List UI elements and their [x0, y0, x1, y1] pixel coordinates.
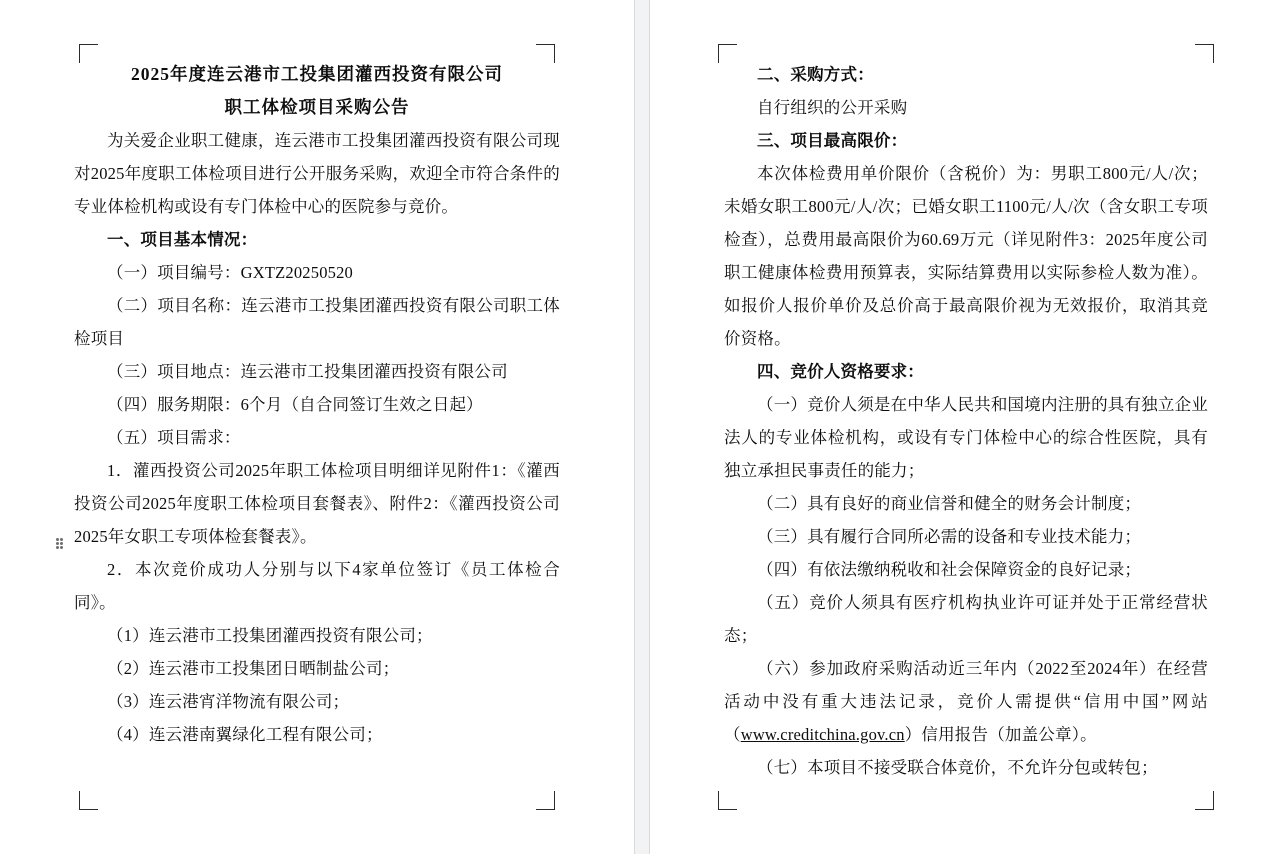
qualification-item-6-text: （六）参加政府采购活动近三年内（2022至2024年）在经营活动中没有重大违法记录，竞价人需提供“信用中国”网站（www.creditchina.gov.cn）信用报告（加盖公章）。	[724, 659, 1208, 744]
paragraph-company-item-4: （4）连云港南翼绿化工程有限公司；	[107, 725, 383, 744]
crop-mark-bottom-left-icon	[718, 791, 737, 810]
paragraph-qualification-item-7: （七）本项目不接受联合体竞价，不允许分包或转包；	[757, 758, 1158, 777]
paragraph-project-number: （一）项目编号：GXTZ20250520	[107, 263, 353, 282]
paragraph-max-price-detail: 本次体检费用单价限价（含税价）为：男职工800元/人/次；未婚女职工800元/人/次；已婚女职工1100元/人/次（含女职工专项检查），总费用最高限价为60.69万元（详见附件3：2025年度公司职工健康体检费用预算表，实际结算费用以实际参检人数为准）。如报价人报价单价及总价高于最高限价视为无效报价，取消其竞价资格。	[724, 164, 1208, 348]
section-heading-max-price: 三、项目最高限价：	[757, 131, 908, 150]
creditchina-link[interactable]: www.creditchina.gov.cn	[740, 725, 905, 744]
crop-mark-bottom-left-icon	[79, 791, 98, 810]
page-separator	[634, 0, 650, 854]
paragraph-qualification-item-4: （四）有依法缴纳税收和社会保障资金的良好记录；	[757, 560, 1142, 579]
section-heading-bidder-qualification: 四、竞价人资格要求：	[757, 362, 924, 381]
paragraph-project-location: （三）项目地点：连云港市工投集团灌西投资有限公司	[107, 362, 508, 381]
paragraph-company-item-2: （2）连云港市工投集团日晒制盐公司；	[107, 659, 400, 678]
paragraph-qualification-item-1: （一）竞价人须是在中华人民共和国境内注册的具有独立企业法人的专业体检机构，或设有专门体检中心的综合性医院，具有独立承担民事责任的能力；	[724, 395, 1208, 480]
handle-dot	[60, 538, 63, 541]
crop-mark-bottom-right-icon	[536, 791, 555, 810]
document-title-line-1: 2025年度连云港市工投集团灌西投资有限公司	[131, 64, 503, 84]
handle-dot	[60, 542, 63, 545]
paragraph-service-period: （四）服务期限：6个月（自合同签订生效之日起）	[107, 395, 483, 414]
paragraph-qualification-item-6	[724, 652, 1208, 751]
page-left-content	[74, 30, 560, 751]
paragraph-company-item-1: （1）连云港市工投集团灌西投资有限公司；	[107, 626, 433, 645]
handle-dot	[56, 542, 59, 545]
paragraph-company-item-3: （3）连云港宵洋物流有限公司；	[107, 692, 350, 711]
crop-mark-bottom-right-icon	[1195, 791, 1214, 810]
paragraph-drag-handle[interactable]	[56, 538, 65, 552]
paragraph-procurement-method-value: 自行组织的公开采购	[757, 98, 908, 117]
paragraph-requirement-item-2: 2．本次竞价成功人分别与以下4家单位签订《员工体检合同》。	[74, 560, 560, 612]
paragraph-qualification-item-5: （五）竞价人须具有医疗机构执业许可证并处于正常经营状态；	[724, 593, 1208, 645]
handle-dot	[56, 538, 59, 541]
paragraph-project-name: （二）项目名称：连云港市工投集团灌西投资有限公司职工体检项目	[74, 296, 560, 348]
paragraph-qualification-item-3: （三）具有履行合同所必需的设备和专业技术能力；	[757, 527, 1142, 546]
paragraph-project-requirements: （五）项目需求：	[107, 428, 241, 447]
document-title-line-2: 职工体检项目采购公告	[224, 97, 410, 117]
handle-dot	[56, 546, 59, 549]
paragraph-qualification-item-2: （二）具有良好的商业信誉和健全的财务会计制度；	[757, 494, 1142, 513]
paragraph-intro: 为关爱企业职工健康，连云港市工投集团灌西投资有限公司现对2025年度职工体检项目进行公开服务采购，欢迎全市符合条件的专业体检机构或设有专门体检中心的医院参与竞价。	[74, 131, 560, 216]
section-heading-project-overview: 一、项目基本情况：	[107, 230, 258, 249]
paragraph-requirement-item-1: 1．灌西投资公司2025年职工体检项目明细详见附件1：《灌西投资公司2025年度职工体检项目套餐表》、附件2：《灌西投资公司2025年女职工专项体检套餐表》。	[74, 461, 560, 546]
section-heading-procurement-method: 二、采购方式：	[757, 65, 874, 84]
handle-dot	[60, 546, 63, 549]
page-right-content	[724, 30, 1208, 784]
document-page-right	[650, 0, 1282, 854]
document-page-left	[0, 0, 634, 854]
